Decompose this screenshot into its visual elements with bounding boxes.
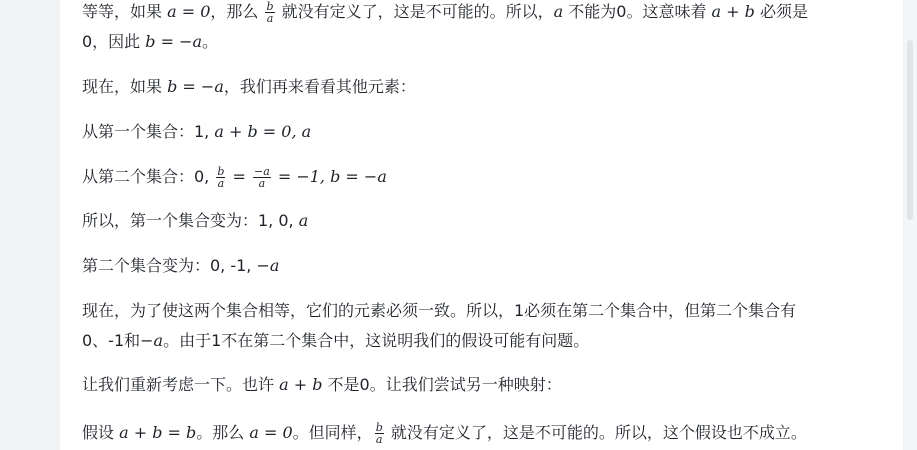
math-expression: a + b	[279, 375, 323, 394]
math-expression: a	[298, 211, 309, 230]
math-expression: a + b	[711, 2, 755, 21]
scrollbar-thumb[interactable]	[907, 40, 913, 220]
fraction-numerator: −a	[253, 165, 270, 178]
math-expression: a = 0	[167, 2, 211, 21]
paragraph-1-line-2	[82, 28, 882, 56]
text: 就没有定义了，这是不可能的。所以，这个假设也不成立。	[385, 423, 807, 442]
fraction	[375, 422, 384, 445]
text: 从第二个集合：0,	[82, 167, 215, 186]
math-expression: b = −a	[145, 32, 203, 51]
text: 不是0。让我们尝试另一种映射：	[322, 375, 562, 394]
math-expression: =	[227, 167, 251, 186]
fraction-numerator: b	[375, 421, 383, 434]
fraction	[216, 166, 225, 189]
text: 不能为0。这意味着	[563, 2, 712, 21]
fraction-numerator: b	[266, 0, 274, 13]
text: 让我们重新考虑一下。也许	[82, 375, 280, 394]
paragraph-5	[82, 207, 882, 235]
math-expression: a + b = 0, a	[214, 122, 312, 141]
text: 假设	[82, 423, 120, 442]
math-expression: a + b = b	[119, 423, 197, 442]
text: 等等，如果	[82, 2, 168, 21]
paragraph-7-line-1	[82, 297, 882, 325]
text: ，我们再来看看其他元素：	[223, 77, 416, 96]
text: 现在，为了使这两个集合相等，它们的元素必须一致。所以，1必须在第二个集合中，但第二个集合有	[82, 301, 797, 320]
paragraph-6	[82, 252, 882, 280]
paragraph-4	[82, 163, 882, 191]
paragraph-8	[82, 371, 882, 399]
fraction-denominator: a	[266, 12, 274, 25]
text: 。但同样，	[292, 423, 373, 442]
math-expression: a = 0	[249, 423, 293, 442]
text: 第二个集合变为：0, -1,	[82, 256, 257, 275]
text: 0、-1和	[82, 331, 141, 350]
paragraph-1-line-1	[82, 0, 882, 26]
fraction-denominator: a	[375, 433, 383, 446]
text: 所以，第一个集合变为：1, 0,	[82, 211, 299, 230]
fraction-denominator: a	[217, 177, 225, 190]
text: ，那么	[210, 2, 264, 21]
math-expression: = −1, b = −a	[272, 167, 387, 186]
math-expression: −a	[256, 256, 280, 275]
fraction-numerator: b	[217, 165, 225, 178]
math-expression: b = −a	[167, 77, 224, 96]
text: 就没有定义了，这是不可能的。所以，	[276, 2, 554, 21]
math-expression: −a	[140, 331, 164, 350]
scrollbar[interactable]	[903, 0, 917, 450]
fraction-denominator: a	[258, 177, 266, 190]
math-expression: a	[553, 2, 564, 21]
fraction	[265, 1, 274, 24]
text: 现在，如果	[82, 77, 168, 96]
text: 。	[202, 32, 219, 51]
text: 从第一个集合：1,	[82, 122, 215, 141]
paragraph-7-line-2	[82, 327, 882, 355]
paragraph-2	[82, 73, 882, 101]
fraction	[253, 166, 271, 189]
text: 必须是	[754, 2, 808, 21]
text: 。那么	[196, 423, 250, 442]
paragraph-9	[82, 419, 882, 447]
text: 。由于1不在第二个集合中，这说明我们的假设可能有问题。	[163, 331, 590, 350]
paragraph-3	[82, 118, 882, 146]
text: 0，因此	[82, 32, 146, 51]
